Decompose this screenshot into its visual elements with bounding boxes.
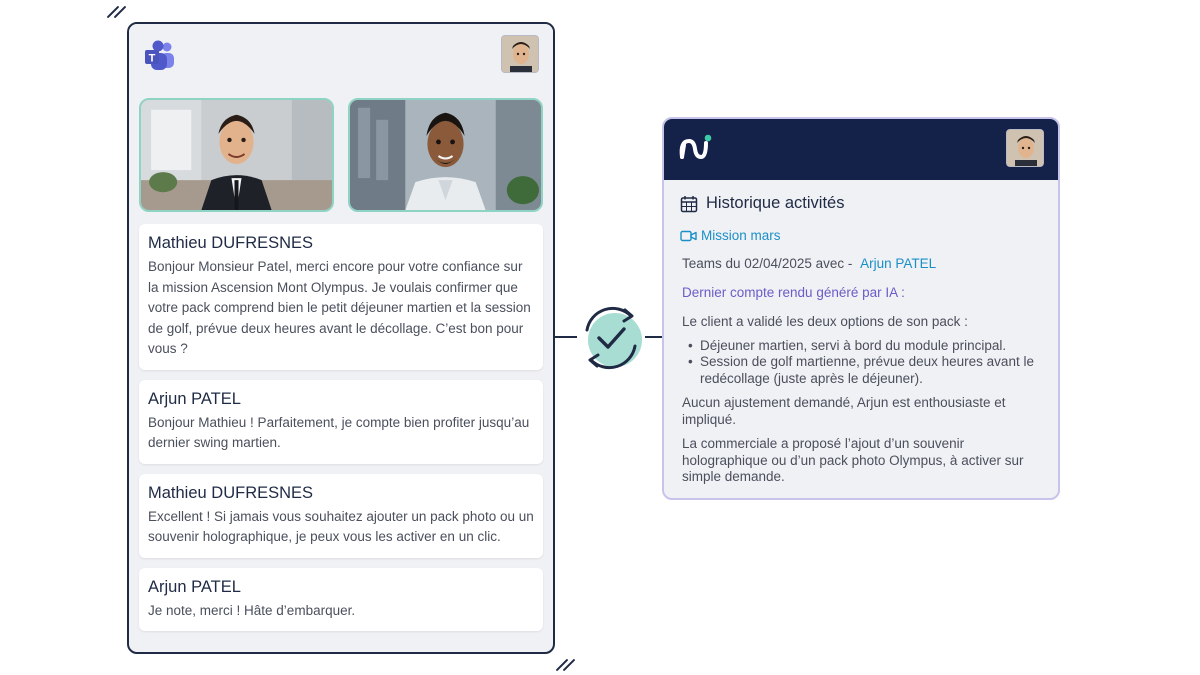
message-text: Excellent ! Si jamais vous souhaitez ajouter un pack photo ou un souvenir holographique, je peux vous les activer en un clic.: [148, 508, 534, 544]
crm-logo-icon: [678, 133, 712, 163]
crm-section-title: Historique activités: [706, 194, 845, 212]
user-avatar[interactable]: [501, 35, 539, 73]
summary-paragraph: La commerciale a proposé l’ajout d’un souvenir holographique ou d’un pack photo Olympus, à activer sur simple demande.: [682, 436, 1024, 484]
crm-activity-window: [662, 117, 1060, 500]
summary-paragraph: Aucun ajustement demandé, Arjun est enthousiaste et impliqué.: [682, 395, 1006, 427]
svg-text:T: T: [148, 52, 156, 65]
chat-message-list: [139, 224, 543, 641]
message-text: Bonjour Mathieu ! Parfaitement, je compte bien profiter jusqu’au dernier swing martien.: [148, 414, 530, 450]
message-text: Je note, merci ! Hâte d’embarquer.: [148, 602, 356, 618]
summary-bullets: [688, 338, 1042, 388]
summary-bullet: • Session de golf martienne, prévue deux heures avant le redécollage (juste après le déjeuner).: [688, 354, 1042, 387]
video-call-row: [139, 98, 543, 212]
chat-message: [139, 224, 543, 370]
chat-message: [139, 474, 543, 558]
activity-link[interactable]: [680, 228, 1042, 243]
meeting-info: [682, 256, 1042, 271]
video-participant-arjun[interactable]: [348, 98, 543, 212]
chat-message: [139, 380, 543, 464]
summary-bullet: • Déjeuner martien, servi à bord du module principal.: [688, 338, 1042, 355]
meeting-contact-link[interactable]: Arjun PATEL: [860, 256, 937, 271]
message-author: Mathieu DUFRESNES: [148, 234, 314, 252]
teams-header: [129, 24, 553, 85]
sync-check-icon: [573, 298, 649, 378]
user-avatar[interactable]: [1006, 129, 1044, 167]
calendar-icon: [680, 195, 698, 213]
crm-body: [664, 180, 1058, 486]
activity-link-label[interactable]: Mission mars: [701, 228, 781, 243]
message-text: Bonjour Monsieur Patel, merci encore pour votre confiance sur la mission Ascension Mont Olympus. Je voulais confirmer que votre pack comprend bien le petit déjeuner martien et la session de golf, prévue deux heures avant le décollage. C’est bon pour vous ?: [148, 259, 531, 356]
teams-logo-icon: [143, 38, 177, 72]
video-participant-mathieu[interactable]: [139, 98, 334, 212]
message-author: Arjun PATEL: [148, 389, 241, 408]
summary-intro: Le client a validé les deux options de son pack :: [682, 314, 968, 329]
message-author: Arjun PATEL: [148, 577, 241, 596]
crm-title-row: [680, 194, 1042, 213]
decorative-slash-bottom-right: [555, 655, 579, 675]
crm-header: [664, 119, 1058, 180]
teams-chat-window: [127, 22, 555, 654]
chat-message: [139, 568, 543, 632]
ai-summary-label: Dernier compte rendu généré par IA :: [682, 285, 905, 300]
decorative-slash-top-left: [106, 2, 130, 22]
video-camera-icon: [680, 230, 697, 242]
meeting-prefix: Teams du 02/04/2025 avec -: [682, 256, 853, 271]
message-author: Mathieu DUFRESNES: [148, 483, 314, 502]
